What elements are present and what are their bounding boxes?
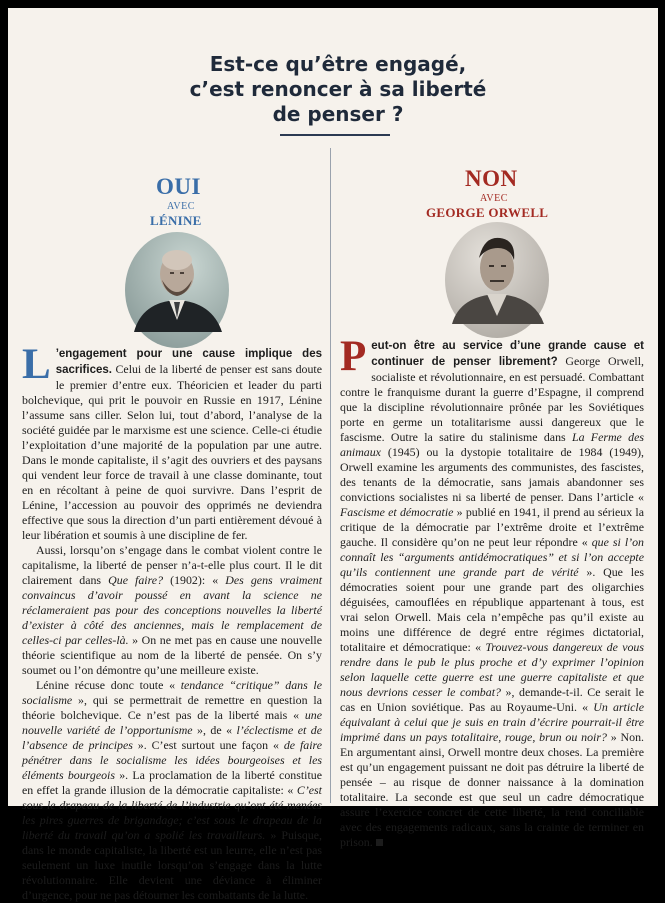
quotation: l’éclectisme et de l’absence de principes [22,723,323,752]
headline-line-2: c’est renoncer à sa liberté [189,77,487,101]
text-run: George Orwell, socialiste et révolutionnaire, en est persuadé. Combattant contre le franquisme durant la guerre d’Espagne, il comprend que la discipline révolutionnaire prônée par les Soviétiques porte en germe un totalitarisme aussi dangereux que le fascisme. Outre la satire du stalinisme dans [340,354,644,444]
text-run: », qui se permettrait de remettre en question la théorie bolchevique. Ce n’est pas de la liberté mais « [22,693,322,722]
orwell-portrait [444,224,550,324]
text-run: » On ne met pas en cause une nouvelle théorie scientifique au nom de la liberté de pensée. On s’y soumet ou l’on démontre qu’une meilleure existe. [22,633,322,677]
lenine-portrait [124,232,230,332]
non-paragraph-1 [340,333,644,850]
headline-underline [280,134,390,136]
quotation: Des gens vraiment convaincus d’avoir poussé en avant la science ne réclameraient pas pour des conceptions nouvelles la liberté d’exister à côté des anciennes, mais le remplacement de celles-ci par celles-là. [22,573,323,647]
text-run: (1902): « [163,573,226,587]
oui-paragraph-3 [22,678,322,903]
non-column [340,333,644,850]
oui-column [22,341,323,903]
oui-paragraph-2 [22,543,322,678]
text-run: ». C’est surtout une façon « [132,738,284,752]
oui-lead: ’engagement pour une cause implique des sacrifices. [55,348,322,376]
quotation: de faire pénétrer dans le socialisme les idées bourgeoises et les éléments bourgeois [22,738,322,782]
article-title: Fascisme et démocratie [340,505,454,519]
oui-philosopher-name: LÉNINE [150,213,202,228]
non-philosopher-name: GEORGE ORWELL [426,205,549,220]
quotation: Trouvez-vous dangereux de vous rendre dans le pub le plus proche et d’y exprimer l’opinion selon laquelle cette guerre est une guerre capitaliste et que nous devrions cesser le combat? [340,640,644,699]
text-run: Lénine récuse donc toute « [36,678,181,692]
end-of-article-mark [376,839,383,846]
non-label: NON [465,166,518,191]
quotation: C’est sous le drapeau de la liberté de l’industrie qu’ont été menées les pires guerres de brigandage; c’est sous le drapeau de la liberté du travail qu’on a spolié les travailleurs. [22,783,322,842]
non-lead: eut-on être au service d’une grande cause et continuer de penser librement? [371,340,644,368]
quotation: que si l’on connaît les “arguments antidémocratiques” et si l’on accepte qu’ils contiennent une grande part de vérité [340,535,644,579]
oui-label: OUI [156,174,201,199]
oui-avec-label: AVEC [167,201,195,212]
headline-line-1: Est-ce qu’être engagé, [209,52,467,76]
magazine-page [8,8,658,902]
column-divider [330,148,331,803]
quotation: tendance “critique” dans le socialisme [22,678,322,707]
text-run: Aussi, lorsqu’on s’engage dans le combat violent contre le capitalisme, la liberté de penser n’a-t-elle plus court. Il le dit clairement dans [22,543,322,587]
quotation: une nouvelle variété de l’opportunisme [22,708,322,737]
quotation: Un article équivalant à celui que je suis en train d’écrire pourrait-il être imprimé dans un pays totalitaire, rouge, brun ou noir? [340,700,644,744]
oui-p1-text: Celui de la liberté de penser est sans doute le premier d’entre eux. Théoricien et leader du parti bolchevique, qui prit le pouvoir en Russie en 1917, Lénine l’assume sans ciller. Selon lui, tout d’abord, l’analyse de la société guidée par le marxisme est une science. Celle-ci étudie l’exploitation d’une majorité de la population par une autre. Dans le monde capitaliste, il s’agit des ouvriers et des paysans qui vendent leur force de travail à une classe dominante, tout en en récoltant à peine de quoi survivre. Dans l’esprit de Lénine, l’accession au pouvoir des opprimés ne deviendra effective que sous la direction d’un parti entièrement dévoué à leur libération et soumis à une discipline de fer. [22,362,322,542]
text-run: (1945) ou la dystopie totalitaire de 1984 (1949), Orwell examine les arguments des communistes, des fascistes, des tenants de la démocratie, sans jamais abandonner ses convictions socialistes ni sa liberté de penser. Dans l’article « [340,445,644,504]
page-headline [158,52,518,127]
oui-paragraph-1 [22,341,322,543]
headline-line-3: de penser ? [272,102,404,126]
text-run: », de « [192,723,237,737]
text-run: » publié en 1941, il prend au sérieux la critique de la démocratie par l’extrême droite et l’extrême gauche. Il considère qu’on ne peut leur répondre « [340,505,644,549]
text-run: ». La proclamation de la liberté constitue en effet la grande illusion de la démocratie capitaliste: « [22,768,322,797]
text-run: » Puisque, dans le monde capitaliste, la liberté est un leurre, elle n’est pas seulement un luxe inutile lorsqu’on s’engage dans la lutte révolutionnaire. Elle devient une déviance à éliminer d’urgence, pour ne pas détourner les combattants de la lutte. [22,828,323,902]
text-run: » Non. En argumentant ainsi, Orwell montre deux choses. La première est qu’un engagement puissant ne doit pas détruire la liberté de pensée – au risque de donner naissance à la domination totalitaire. La seconde est que seul un cadre démocratique assure l’exercice concret de cette liberté, la rend conciliable avec des engagements radicaux, sans la crainte de terminer en prison. [340,730,644,849]
non-dropcap: P [340,333,367,380]
book-title: La Ferme des animaux [340,430,644,459]
non-avec-label: AVEC [480,193,508,204]
text-run: », demande-t-il. Ce serait le cas en Union soviétique. Pas au Royaume-Uni. « [340,685,644,714]
oui-dropcap: L [22,341,51,388]
text-run: ». Que les démocraties soient pour une grande part des oligarchies déguisées, camouflées en république appartenant à tous, est vrai selon Orwell. Mais cela n’empêche pas qu’il existe au moins une différence de degré entre régimes dictatorial, totalitaire et démocratique: « [340,565,644,654]
book-title: Que faire? [108,573,164,587]
